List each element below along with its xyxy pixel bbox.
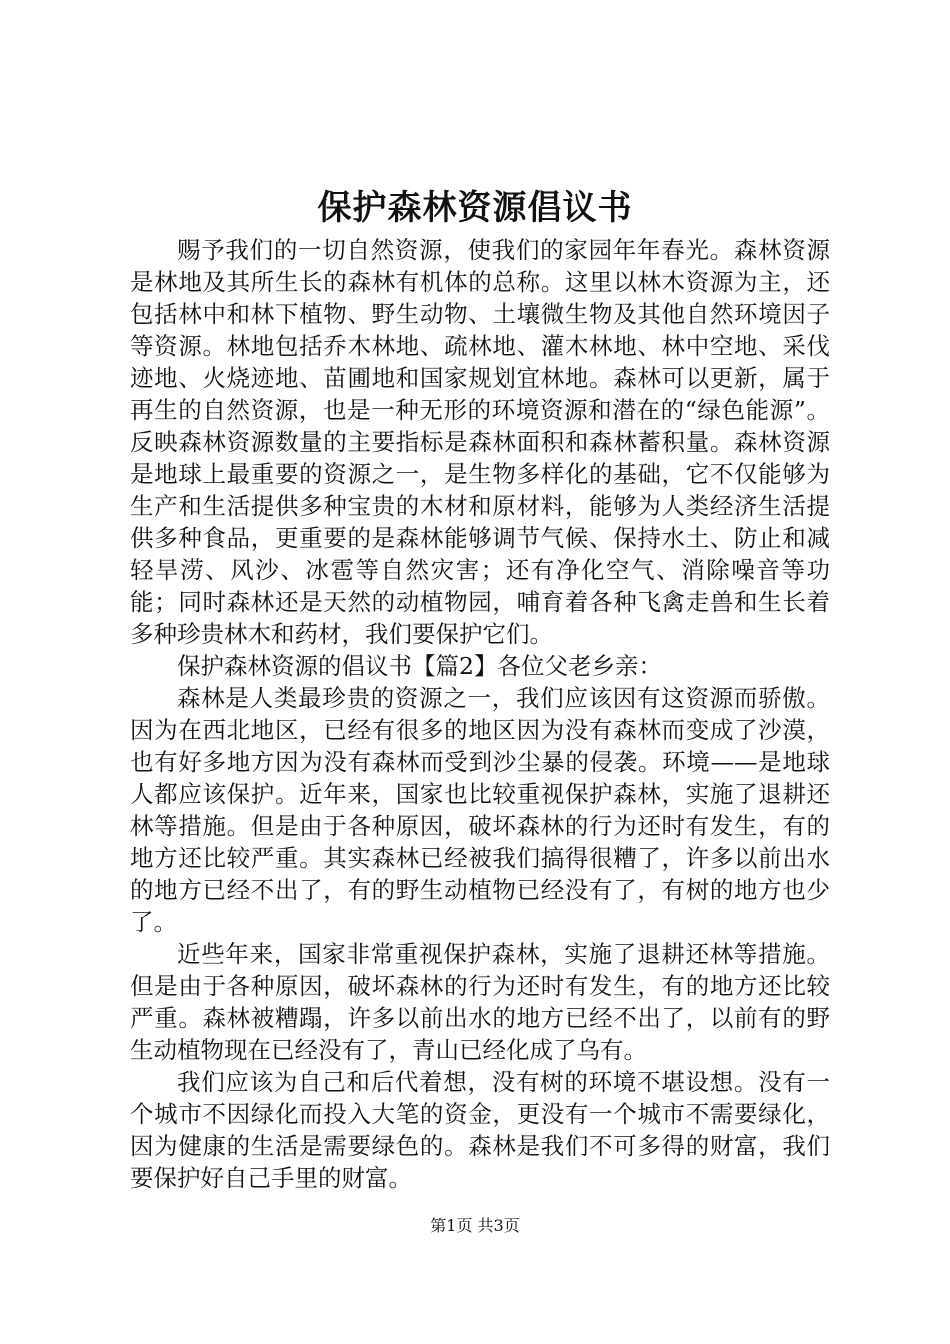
paragraph-5: 我们应该为自己和后代着想，没有树的环境不堪设想。没有一个城市不因绿化而投入大笔的资金，更没有一个城市不需要绿化，因为健康的生活是需要绿色的。森林是我们不可多得的财富，我们要保护好自己手里的财富。 xyxy=(130,1068,830,1192)
page-footer: 第1页 共3页 xyxy=(430,1216,520,1235)
paragraph-2-heading: 保护森林资源的倡议书【篇2】各位父老乡亲： xyxy=(177,652,662,680)
document-body xyxy=(130,234,830,1194)
document-title: 保护森林资源倡议书 xyxy=(317,188,633,228)
paragraph-3: 森林是人类最珍贵的资源之一，我们应该因有这资源而骄傲。因为在西北地区，已经有很多的地区因为没有森林而变成了沙漠，也有好多地方因为没有森林而受到沙尘暴的侵袭。环境——是地球人都应该保护。近年来，国家也比较重视保护森林，实施了退耕还林等措施。但是由于各种原因，破坏森林的行为还时有发生，有的地方还比较严重。其实森林已经被我们搞得很糟了，许多以前出水的地方已经不出了，有的野生动植物已经没有了，有树的地方也少了。 xyxy=(130,684,830,936)
paragraph-1: 赐予我们的一切自然资源，使我们的家园年年春光。森林资源是林地及其所生长的森林有机体的总称。这里以林木资源为主，还包括林中和林下植物、野生动物、土壤微生物及其他自然环境因子等资源。林地包括乔木林地、疏林地、灌木林地、林中空地、采伐迹地、火烧迹地、苗圃地和国家规划宜林地。森林可以更新，属于再生的自然资源，也是一种无形的环境资源和潜在的“绿色能源”。反映森林资源数量的主要指标是森林面积和森林蓄积量。森林资源是地球上最重要的资源之一，是生物多样化的基础，它不仅能够为生产和生活提供多种宝贵的木材和原材料，能够为人类经济生活提供多种食品，更重要的是森林能够调节气候、保持水土、防止和减轻旱涝、风沙、冰雹等自然灾害；还有净化空气、消除噪音等功能；同时森林还是天然的动植物园，哺育着各种飞禽走兽和生长着多种珍贵林木和药材，我们要保护它们。 xyxy=(130,236,830,648)
paragraph-4: 近些年来，国家非常重视保护森林，实施了退耕还林等措施。但是由于各种原因，破坏森林的行为还时有发生，有的地方还比较严重。森林被糟蹋，许多以前出水的地方已经不出了，以前有的野生动植物现在已经没有了，青山已经化成了乌有。 xyxy=(130,940,830,1064)
